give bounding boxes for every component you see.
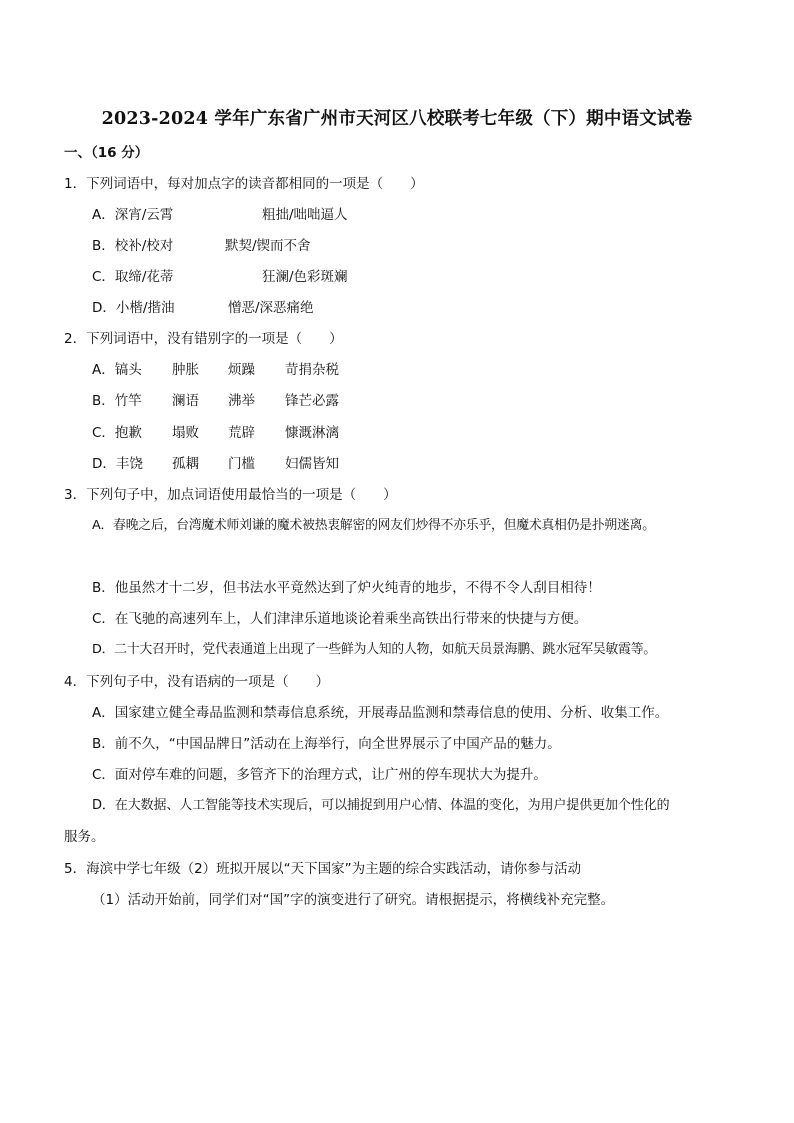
question-1-stem: 1．下列词语中，每对加点字的读音都相同的一项是（ ） xyxy=(64,176,424,192)
q1-option-d-right: 憎恶/深恶痛绝 xyxy=(228,300,314,316)
q3-option-b: B．他虽然才十二岁，但书法水平竟然达到了炉火纯青的地步，不得不令人刮目相待！ xyxy=(92,580,601,596)
question-5-stem: 5．海滨中学七年级（2）班拟开展以“天下国家”为主题的综合实践活动，请你参与活动 xyxy=(64,861,582,877)
question-3-stem: 3．下列句子中，加点词语使用最恰当的一项是（ ） xyxy=(64,487,397,503)
q2-option-a-word1: A．镐头 xyxy=(92,362,142,378)
q2-option-d-word1: D．丰饶 xyxy=(92,456,143,472)
q2-option-b-word4: 锋芒必露 xyxy=(285,393,339,409)
q2-option-c-word2: 塌败 xyxy=(172,425,199,441)
question-2-stem: 2．下列词语中，没有错别字的一项是（ ） xyxy=(64,331,343,347)
q1-option-c-left: C．取缔/花蒂 xyxy=(92,269,174,285)
q3-option-c: C．在飞驰的高速列车上，人们津津乐道地谈论着乘坐高铁出行带来的快捷与方便。 xyxy=(92,611,588,627)
q3-option-a: A．春晚之后，台湾魔术师刘谦的魔术被热衷解密的网友们炒得不亦乐乎，但魔术真相仍是扑朔迷离。 xyxy=(92,518,655,533)
q1-option-d-left: D．小楷/揩油 xyxy=(92,300,175,316)
q2-option-a-word4: 苛捐杂税 xyxy=(285,362,339,378)
section-heading: 一、（16 分） xyxy=(64,145,149,161)
q1-option-b-right: 默契/锲而不舍 xyxy=(225,238,311,254)
q1-option-a-right: 粗拙/咄咄逼人 xyxy=(262,207,348,223)
exam-title: 2023-2024 学年广东省广州市天河区八校联考七年级（下）期中语文试卷 xyxy=(101,109,693,129)
q1-option-c-right: 狂澜/色彩斑斓 xyxy=(262,269,348,285)
q4-option-d-line2: 服务。 xyxy=(64,829,105,845)
q2-option-b-word1: B．竹竿 xyxy=(92,393,142,409)
q4-option-b: B．前不久，“中国品牌日”活动在上海举行，向全世界展示了中国产品的魅力。 xyxy=(92,736,561,752)
q2-option-d-word3: 门槛 xyxy=(228,456,255,472)
q2-option-b-word2: 澜语 xyxy=(172,393,199,409)
q2-option-d-word4: 妇儒皆知 xyxy=(285,456,339,472)
q2-option-d-word2: 孤耦 xyxy=(172,456,199,472)
q4-option-d-line1: D．在大数据、人工智能等技术实现后，可以捕捉到用户心情、体温的变化，为用户提供更加个性化的 xyxy=(92,798,670,813)
q2-option-c-word3: 荒辟 xyxy=(228,425,255,441)
question-5-sub-1: （1）活动开始前，同学们对“国”字的演变进行了研究。请根据提示，将横线补充完整。 xyxy=(92,892,615,908)
q2-option-a-word3: 烦躁 xyxy=(228,362,255,378)
q2-option-c-word4: 慷溉淋漓 xyxy=(285,425,339,441)
q1-option-b-left: B．校补/校对 xyxy=(92,238,174,254)
q3-option-d: D．二十大召开时，党代表通道上出现了一些鲜为人知的人物，如航天员景海鹏、跳水冠军吴敏霞等。 xyxy=(92,642,656,657)
q2-option-c-word1: C．抱歉 xyxy=(92,425,142,441)
q1-option-a-left: A．深宵/云霄 xyxy=(92,207,174,223)
question-4-stem: 4．下列句子中，没有语病的一项是（ ） xyxy=(64,674,330,690)
q4-option-c: C．面对停车难的问题，多管齐下的治理方式，让广州的停车现状大为提升。 xyxy=(92,767,547,783)
q2-option-b-word3: 沸举 xyxy=(228,393,255,409)
q4-option-a: A．国家建立健全毒品监测和禁毒信息系统，开展毒品监测和禁毒信息的使用、分析、收集工作。 xyxy=(92,705,669,721)
q2-option-a-word2: 肿胀 xyxy=(172,362,199,378)
